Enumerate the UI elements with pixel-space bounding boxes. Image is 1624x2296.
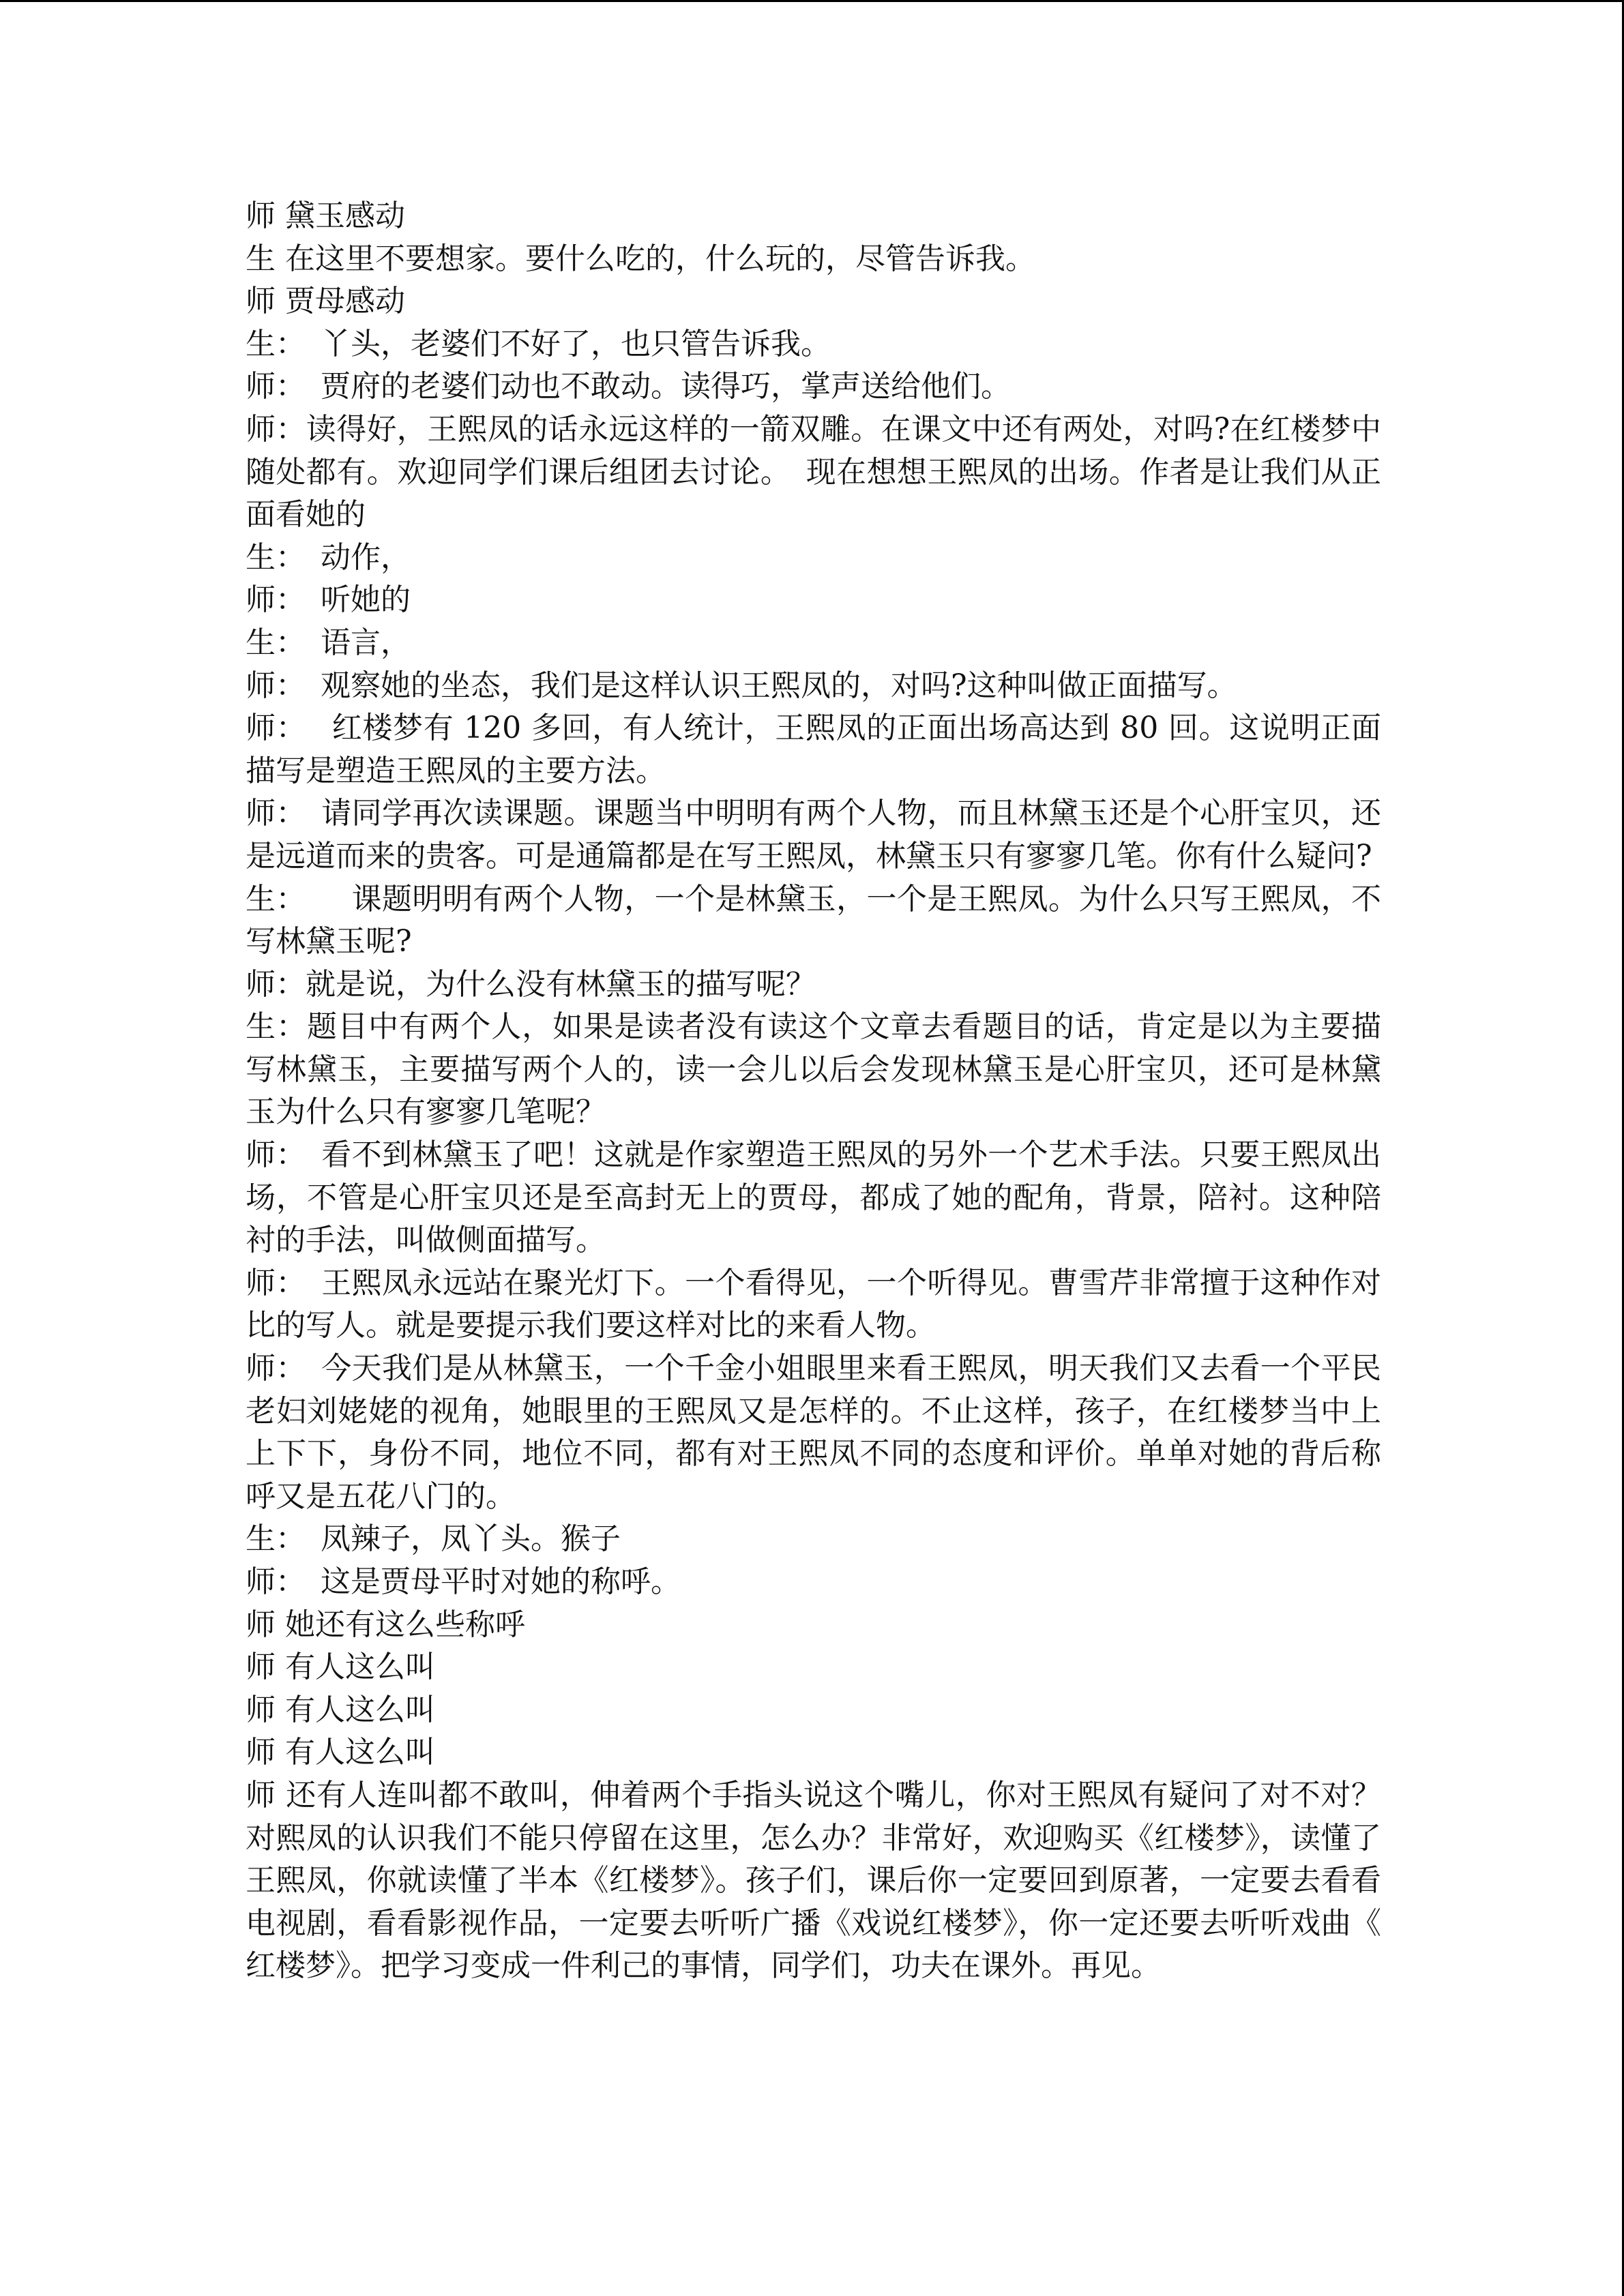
paragraph: 师 贾母感动 (246, 284, 405, 319)
paragraph: 师： 今天我们是从林黛玉，一个千金小姐眼里来看王熙凤，明天我们又去看一个平民老妇刘姥姥的视角，她眼里的王熙凤又是怎样的。不止这样，孩子，在红楼梦当中上上下下，身份不同，地位不同，都有对王熙凤不同的态度和评价。单单对她的背后称呼又是五花八门的。 (246, 1351, 1381, 1514)
paragraph: 师： 这是贾母平时对她的称呼。 (246, 1564, 681, 1599)
paragraph: 师：读得好，王熙凤的话永远这样的一箭双雕。在课文中还有两处，对吗?在红楼梦中随处都有。欢迎同学们课后组团去讨论。 现在想想王熙凤的出场。作者是让我们从正面看她的 (246, 411, 1381, 533)
document-body (246, 195, 1381, 1988)
paragraph: 生： 丫头，老婆们不好了，也只管告诉我。 (246, 326, 831, 361)
paragraph: 师 黛玉感动 (246, 198, 405, 233)
paragraph: 师： 贾府的老婆们动也不敢动。读得巧，掌声送给他们。 (246, 369, 1011, 404)
paragraph: 生： 动作， (246, 539, 411, 575)
paragraph: 师 还有人连叫都不敢叫，伸着两个手指头说这个嘴儿，你对王熙凤有疑问了对不对？对熙凤的认识我们不能只停留在这里，怎么办？非常好，欢迎购买《红楼梦》，读懂了王熙凤，你就读懂了半本《红楼梦》。孩子们，课后你一定要回到原著，一定要去看看电视剧，看看影视作品，一定要去听听广播《戏说红楼梦》，你一定还要去听听戏曲《红楼梦》。把学习变成一件利己的事情，同学们，功夫在课外。再见。 (246, 1777, 1381, 1984)
paragraph: 师： 看不到林黛玉了吧！这就是作家塑造王熙凤的另外一个艺术手法。只要王熙凤出场，不管是心肝宝贝还是至高封无上的贾母，都成了她的配角，背景，陪衬。这种陪衬的手法，叫做侧面描写。 (246, 1137, 1381, 1258)
paragraph: 师： 听她的 (246, 582, 411, 618)
paragraph: 师：就是说，为什么没有林黛玉的描写呢？ (246, 966, 816, 1002)
paragraph: 师： 请同学再次读课题。课题当中明明有两个人物，而且林黛玉还是个心肝宝贝，还是远道而来的贵客。可是通篇都是在写王熙凤，林黛玉只有寥寥几笔。你有什么疑问? (246, 796, 1381, 874)
paragraph: 师： 王熙凤永远站在聚光灯下。一个看得见，一个听得见。曹雪芹非常擅于这种作对比的写人。就是要提示我们要这样对比的来看人物。 (246, 1265, 1381, 1343)
paragraph: 师： 红楼梦有 120 多回，有人统计，王熙凤的正面出场高达到 80 回。这说明正面描写是塑造王熙凤的主要方法。 (246, 711, 1381, 788)
paragraph: 师 有人这么叫 (246, 1735, 435, 1770)
paragraph: 师 有人这么叫 (246, 1650, 435, 1685)
paragraph: 生： 课题明明有两个人物，一个是林黛玉，一个是王熙凤。为什么只写王熙凤，不写林黛玉呢? (246, 881, 1381, 959)
paragraph: 师 有人这么叫 (246, 1692, 435, 1727)
paragraph: 师： 观察她的坐态，我们是这样认识王熙凤的，对吗?这种叫做正面描写。 (246, 668, 1237, 703)
paragraph: 生：题目中有两个人，如果是读者没有读这个文章去看题目的话，肯定是以为主要描写林黛玉，主要描写两个人的，读一会儿以后会发现林黛玉是心肝宝贝，还可是林黛玉为什么只有寥寥几笔呢？ (246, 1009, 1381, 1130)
paragraph: 生： 凤辣子，凤丫头。猴子 (246, 1521, 621, 1557)
paragraph: 师 她还有这么些称呼 (246, 1607, 525, 1642)
paragraph: 生： 语言， (246, 625, 411, 660)
paragraph: 生 在这里不要想家。要什么吃的，什么玩的，尽管告诉我。 (246, 241, 1035, 276)
